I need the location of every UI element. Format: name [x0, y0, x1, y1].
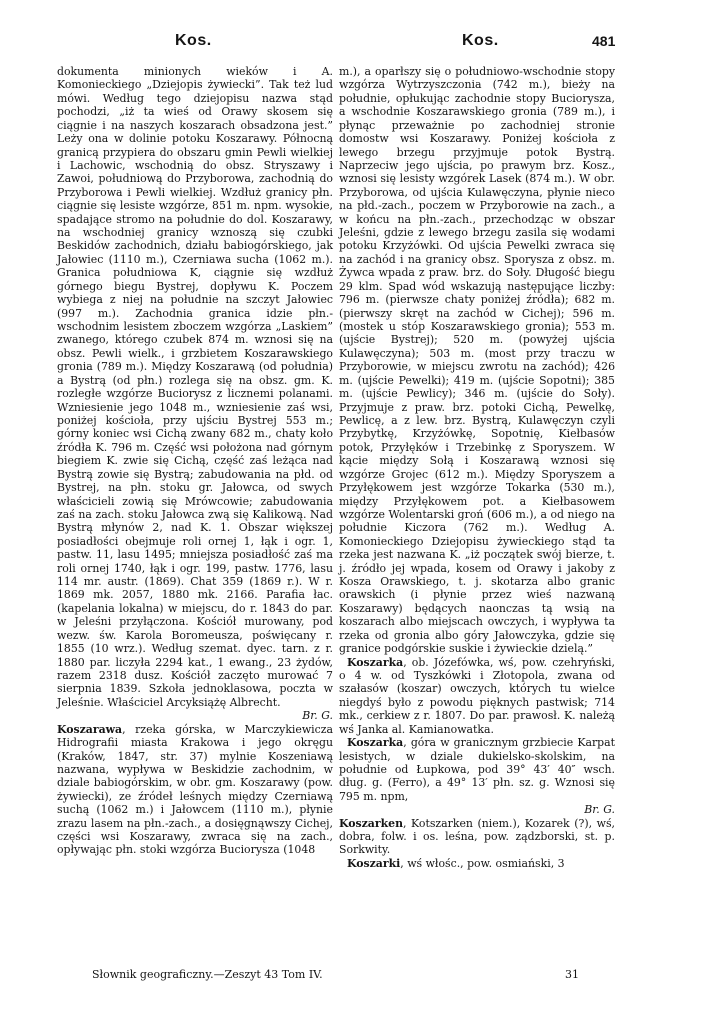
- running-header-right: Kos.: [462, 32, 499, 49]
- entry-paragraph: Koszarka, ob. Józefówka, wś, pow. czehryński, o 4 w. od Tyszkówki i Złotopola, zwana od szałasów (koszar) owczych, których tu wielce niegdyś było z powodu pięknych pastwisk; 714 mk., cerkiew z r. 1807. Do par. prawosł. K. należą wś Janka al. Kamianowatka.: [339, 655, 615, 736]
- page-number: 481: [592, 33, 616, 49]
- entry-headword: Koszarawa: [57, 722, 123, 736]
- author-signature: Br. G.: [584, 803, 615, 817]
- entry-headword: Koszarka: [347, 655, 404, 669]
- author-signature: Br. G.: [302, 709, 333, 723]
- entry-headword: Koszarken: [339, 816, 403, 830]
- entry-paragraph: Koszarki, wś włośc., pow. osmiański, 3: [347, 856, 565, 870]
- right-column: [339, 65, 615, 870]
- entry-paragraph: Koszarken, Kotszarken (niem.), Kozarek (?), wś, dobra, folw. i os. leśna, pow. ządzborski, st. p. Sorkwity.: [339, 816, 615, 857]
- entry-headword: Koszarki: [347, 856, 401, 870]
- entry-paragraph: m.), a oparłszy się o południowo-wschodnie stopy wzgórza Wytrzyszczonia (742 m.), bieży na południe, opłukując zachodnie stopy Buciorysza, a wschodnie Koszarawskiego gronia (789 m.), i płynąc przeważnie po zachodniej stronie domostw wsi Koszarawy. Poniżej kościoła z lewego brzegu przyjmuje potok Bystrą. Naprzeciw jego ujścia, po prawym brz. Kosz., wznosi się lesisty wzgórek Lasek (874 m.). W obr. Przyborowa, od ujścia Kulawęczyna, płynie nieco na płd.-zach., poczem w Przyborowie na zach., a w końcu na płn.-zach., przechodząc w obszar Jeleśni, gdzie z lewego brzegu zasila się wodami potoku Krzyżówki. Od ujścia Pewelki zwraca się na zachód i na granicy obsz. Sporysza z obsz. m. Żywca wpada z praw. brz. do Soły. Długość biegu 29 klm. Spad wód wskazują następujące liczby: 796 m. (pierwsze chaty poniżej źródła); 682 m. (pierwszy skręt na zachód w Cichej); 596 m. (mostek u stóp Koszarawskiego gronia); 553 m. (ujście Bystrej); 520 m. (powyżej ujścia Kulawęczyna); 503 m. (most przy traczu w Przyborowie, w miejscu zwrotu na zachód); 426 m. (ujście Pewelki); 419 m. (ujście Sopotni); 385 m. (ujście Pewlicy); 346 m. (ujście do Soły). Przyjmuje z praw. brz. potoki Cichą, Pewelkę, Pewlicę, a z lew. brz. Bystrą, Kulawęczyn czyli Przybytkę, Krzyżówkę, Sopotnię, Kiełbasów potok, Przyłęków i Trzebinkę z Sporyszem. W kącie między Sołą i Koszarawą wznosi się wzgórze Grojec (612 m.). Między Sporyszem a Przyłękowem jest wzgórze Tokarka (530 m.), między Przyłękowem pot. a Kiełbasowem wzgórze Wolentarski groń (606 m.), a od niego na południe Kiczora (762 m.). Według A. Komonieckiego Dziejopisu żywieckiego stąd ta rzeka jest nazwana K. „iż początek swój bierze, t. j. źródło jej wpada, kosem od Orawy i jakoby z Kosza Orawskiego, t. j. skotarza albo granic orawskich (i płynie przez wieś nazwaną Koszarawy) będących naonczas tą wsią na koszarach albo miejscach owczych, i wypływa ta rzeka od gronia albo góry Jałowczyka, gdzie się granice podgórskie suskie i żywieckie dzielą.”: [339, 65, 615, 656]
- running-header-left: Kos.: [175, 32, 212, 49]
- footer-signature-number: 31: [565, 968, 579, 981]
- entry-paragraph: Koszarka, góra w granicznym grzbiecie Karpat lesistych, w dziale dukielsko-skolskim, na południe od Łupkowa, pod 39° 43′ 40″ wsch. dług. g. (Ferro), a 49° 13′ płn. sz. g. Wznosi się 795 m. npm,: [339, 736, 615, 803]
- entry-paragraph: Koszarawa, rzeka górska, w Marczykiewicza Hidrografii miasta Krakowa i jego okręgu (Kraków, 1847, str. 37) mylnie Koszeniawą nazwana, wypływa w Beskidzie zachodnim, w dziale babiogórskim, w obr. gm. Koszarawy (pow. żywiecki), ze źródeł leśnych między Czerniawą suchą (1062 m.) i Jałowcem (1110 m.), płynie zrazu lasem na płn.-zach., a dosięgnąwszy Cichej, części wsi Koszarawy, zwraca się na zach., opływając płn. stoki wzgórza Buciorysza (1048: [57, 722, 333, 857]
- entry-paragraph: dokumenta minionych wieków i A. Komonieckiego „Dziejopis żywiecki”. Tak też lud mówi. Według tego dziejopisu nazwa stąd pochodzi, „iż ta wieś od Orawy skosem się ciągnie i na naszych koszarach obsadzona jest.” Leży ona w dolinie potoku Koszarawy. Północną granicą przypiera do obszaru gmin Pewli wielkiej i Lachowic, wschodnią do obsz. Stryszawy i Zawoi, południową do Przyborowa, zachodnią do Przyborowa i Pewli wielkiej. Wzdłuż granicy płn. ciągnie się lesiste wzgórze, 851 m. npm. wysokie, spadające stromo na południe do dol. Koszarawy, na wschodniej granicy wznoszą się czubki Beskidów zachodnich, działu babiogórskiego, jak Jałowiec (1110 m.), Czerniawa sucha (1062 m.). Granica południowa K, ciągnie się wzdłuż górnego biegu Bystrej, dopływu K. Poczem wybiega z niej na południe na szczyt Jałowiec (997 m.). Zachodnia granica idzie płn.-wschodnim lesistem zboczem wzgórza „Laskiem” zwanego, którego czubek 874 m. wznosi się na obsz. Pewli wielk., i grzbietem Koszarawskiego gronia (789 m.). Między Koszarawą (od południa) a Bystrą (od płn.) rozlega się na obsz. gm. K. rozległe wzgórze Buciorysz z licznemi polanami. Wzniesienie jego 1048 m., wzniesienie zaś wsi, poniżej kościoła, przy ujściu Bystrej 553 m.; górny koniec wsi Cichą zwany 682 m., chaty koło źródła K. 796 m. Część wsi położona nad górnym biegiem K. zwie się Cichą, część zaś leżąca nad Bystrą zowie się Bystrą; zabudowania na płd. od Bystrej, na płn. stoku gr. Jałowca, od swych właścicieli zowią się Mrówcowie; zabudowania zaś na zach. stoku Jałowca zwą się Kalikową. Nad Bystrą młynów 2, nad K. 1. Obszar większej posiadłości obejmuje roli ornej 1, łąk i ogr. 1, pastw. 11, lasu 1495; mniejsza posiadłość zaś ma roli ornej 1740, łąk i ogr. 199, pastw. 1776, lasu 114 mr. austr. (1869). Chat 359 (1869 r.). W r. 1869 mk. 2057, 1880 mk. 2166. Parafia łac. (kapelania lokalna) w miejscu, do r. 1843 do par. w Jeleśni przyłączona. Kościół murowany, pod wezw. św. Karola Boromeusza, poświęcany r. 1855 (10 wrz.). Według szemat. dyec. tarn. z r. 1880 par. liczyła 2294 kat., 1 ewang., 23 żydów, razem 2318 dusz. Kościół zaczęto murować 7 sierpnia 1839. Szkoła jednoklasowa, poczta w Jeleśnie. Właściciel Arcyksiążę Albrecht.: [57, 65, 333, 709]
- footer-series-title: Słownik geograficzny.—Zeszyt 43 Tom IV.: [92, 968, 323, 981]
- left-column: [57, 65, 333, 857]
- entry-headword: Koszarka: [347, 736, 404, 750]
